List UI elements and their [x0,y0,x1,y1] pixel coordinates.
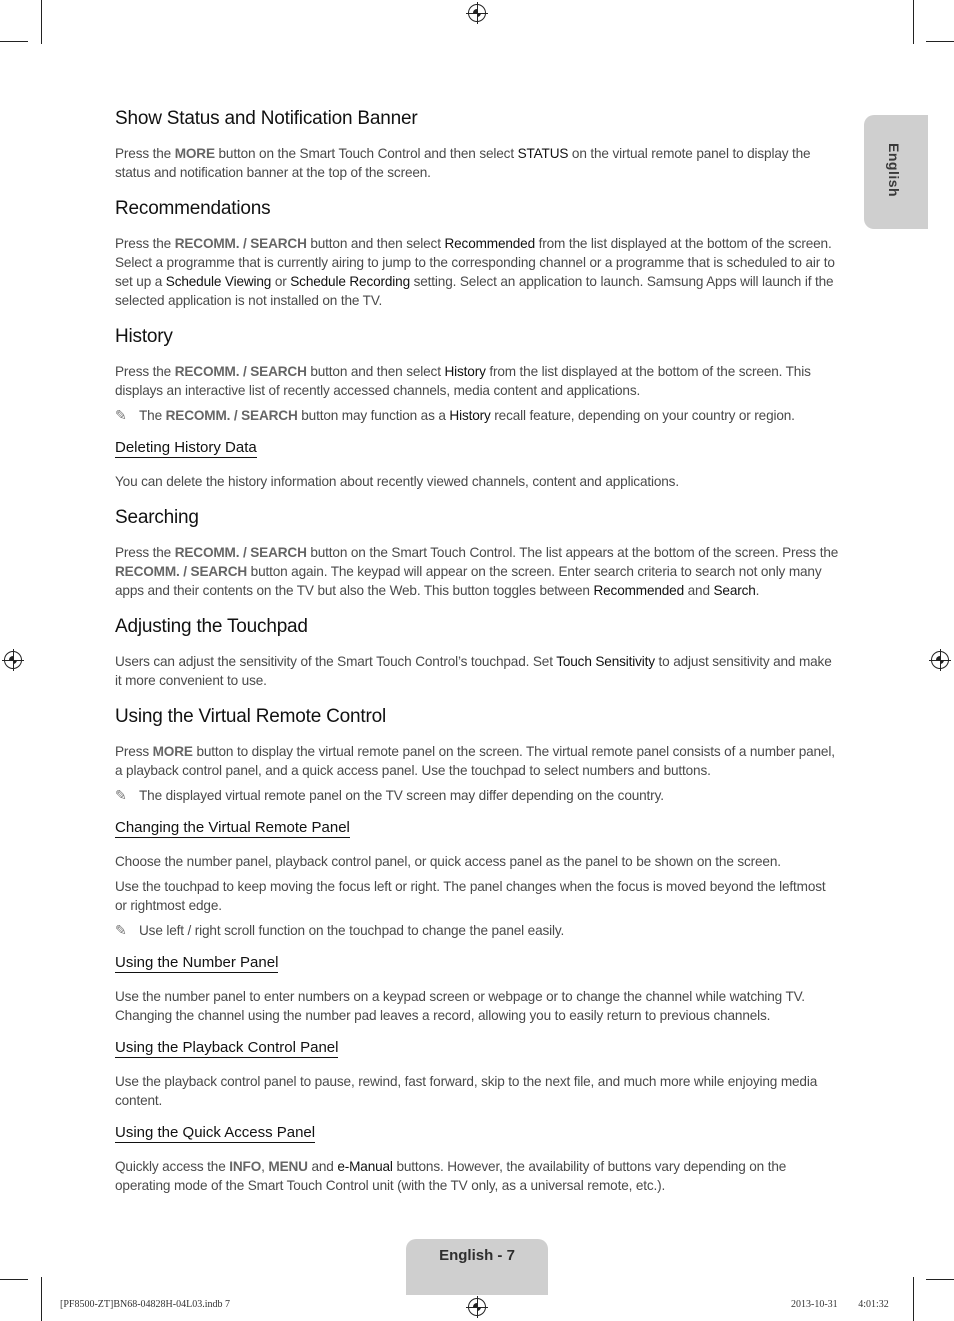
paragraph: Use the playback control panel to pause, rewind, fast forward, skip to the next file, and much more while enjoying media content. [115,1074,818,1108]
subsection-title: Using the Playback Control Panel [115,1039,339,1056]
section-title: History [115,326,173,347]
section-title: Show Status and Notification Banner [115,108,418,129]
section-touchpad [115,616,839,690]
page-number: English - 7 [439,1247,515,1264]
subsection-quick-access-panel [115,1124,839,1195]
subsection-title: Using the Number Panel [115,954,279,971]
crop-mark [41,1277,42,1321]
paragraph: Use the touchpad to keep moving the focus left or right. The panel changes when the focus is moved beyond the leftmost or rightmost edge. [115,879,826,913]
paragraph: Press MORE button to display the virtual remote panel on the screen. The virtual remote panel consists of a number panel, a playback control panel, and a quick access panel. Use the touchpad to select numbers and buttons. [115,744,835,778]
paragraph: You can delete the history information about recently viewed channels, content and applications. [115,474,679,489]
registration-mark-icon [468,4,486,22]
crop-mark [913,0,914,44]
pencil-note-icon: ✎ [115,407,127,423]
paragraph: Quickly access the INFO, MENU and e-Manual buttons. However, the availability of buttons vary depending on the operating mode of the Smart Touch Control unit (with the TV only, as a universal remote, etc.). [115,1159,787,1193]
crop-mark [0,1279,28,1280]
section-history [115,326,839,491]
print-timestamp: 2013-10-31 ￿￿ 4:01:32 [791,1299,889,1310]
subsection-deleting-history [115,439,839,491]
pencil-note-icon: ✎ [115,922,127,938]
crop-mark [0,41,28,42]
section-title: Searching [115,507,199,528]
crop-mark [926,1279,954,1280]
subsection-title: Deleting History Data [115,439,257,456]
section-searching [115,507,839,600]
subsection-playback-panel [115,1039,839,1110]
subsection-number-panel [115,954,839,1025]
paragraph: Press the MORE button on the Smart Touch Control and then select STATUS on the virtual remote panel to display the status and notification banner at the top of the screen. [115,146,811,180]
section-title: Using the Virtual Remote Control [115,706,386,727]
section-title: Adjusting the Touchpad [115,616,308,637]
paragraph: Press the RECOMM. / SEARCH button and then select Recommended from the list displayed at the bottom of the screen. Select a programme that is currently airing to jump to the corresponding channel or a programme that is scheduled to air to set up a Schedule Viewing or Schedule Recording setting. Select an application to launch. Samsung Apps will launch if the selected application is not installed on the TV. [115,236,835,308]
manual-page-content [115,108,839,1211]
note: ✎ The RECOMM. / SEARCH button may function as a History recall feature, depending on your country or region. [115,407,795,423]
language-side-tab [864,115,928,229]
section-recommendations [115,198,839,310]
registration-mark-icon [468,1298,486,1316]
subsection-changing-panel [115,819,839,940]
section-virtual-remote [115,706,839,1195]
page-number-tab [406,1239,548,1295]
section-title: Recommendations [115,198,271,219]
registration-mark-icon [931,651,949,669]
paragraph: Users can adjust the sensitivity of the Smart Touch Control’s touchpad. Set Touch Sensitivity to adjust sensitivity and make it more convenient to use. [115,654,832,688]
paragraph: Choose the number panel, playback control panel, or quick access panel as the panel to be shown on the screen. [115,854,781,869]
pencil-note-icon: ✎ [115,787,127,803]
crop-mark [913,1277,914,1321]
print-file-info: [PF8500-ZT]BN68-04828H-04L03.indb 7 [60,1299,230,1310]
crop-mark [926,41,954,42]
paragraph: Press the RECOMM. / SEARCH button and then select History from the list displayed at the bottom of the screen. This displays an interactive list of recently accessed channels, media content and applications. [115,364,811,398]
subsection-title: Using the Quick Access Panel [115,1124,316,1141]
note: ✎ Use left / right scroll function on the touchpad to change the panel easily. [115,922,565,938]
crop-mark [41,0,42,44]
section-status [115,108,839,182]
paragraph: Press the RECOMM. / SEARCH button on the Smart Touch Control. The list appears at the bottom of the screen. Press the RECOMM. / SEARCH button again. The keypad will appear on the screen. Enter search criteria to search not only many apps and their contents on the TV but also the Web. This button toggles between Recommended and Search. [115,545,839,598]
subsection-title: Changing the Virtual Remote Panel [115,819,350,836]
language-side-tab-label: English [886,143,902,198]
paragraph: Use the number panel to enter numbers on a keypad screen or webpage or to change the channel while watching TV. Changing the channel using the number pad leaves a record, allowing you to easily return to previous channels. [115,989,805,1023]
note: ✎ The displayed virtual remote panel on the TV screen may differ depending on the country. [115,787,664,803]
registration-mark-icon [4,651,22,669]
